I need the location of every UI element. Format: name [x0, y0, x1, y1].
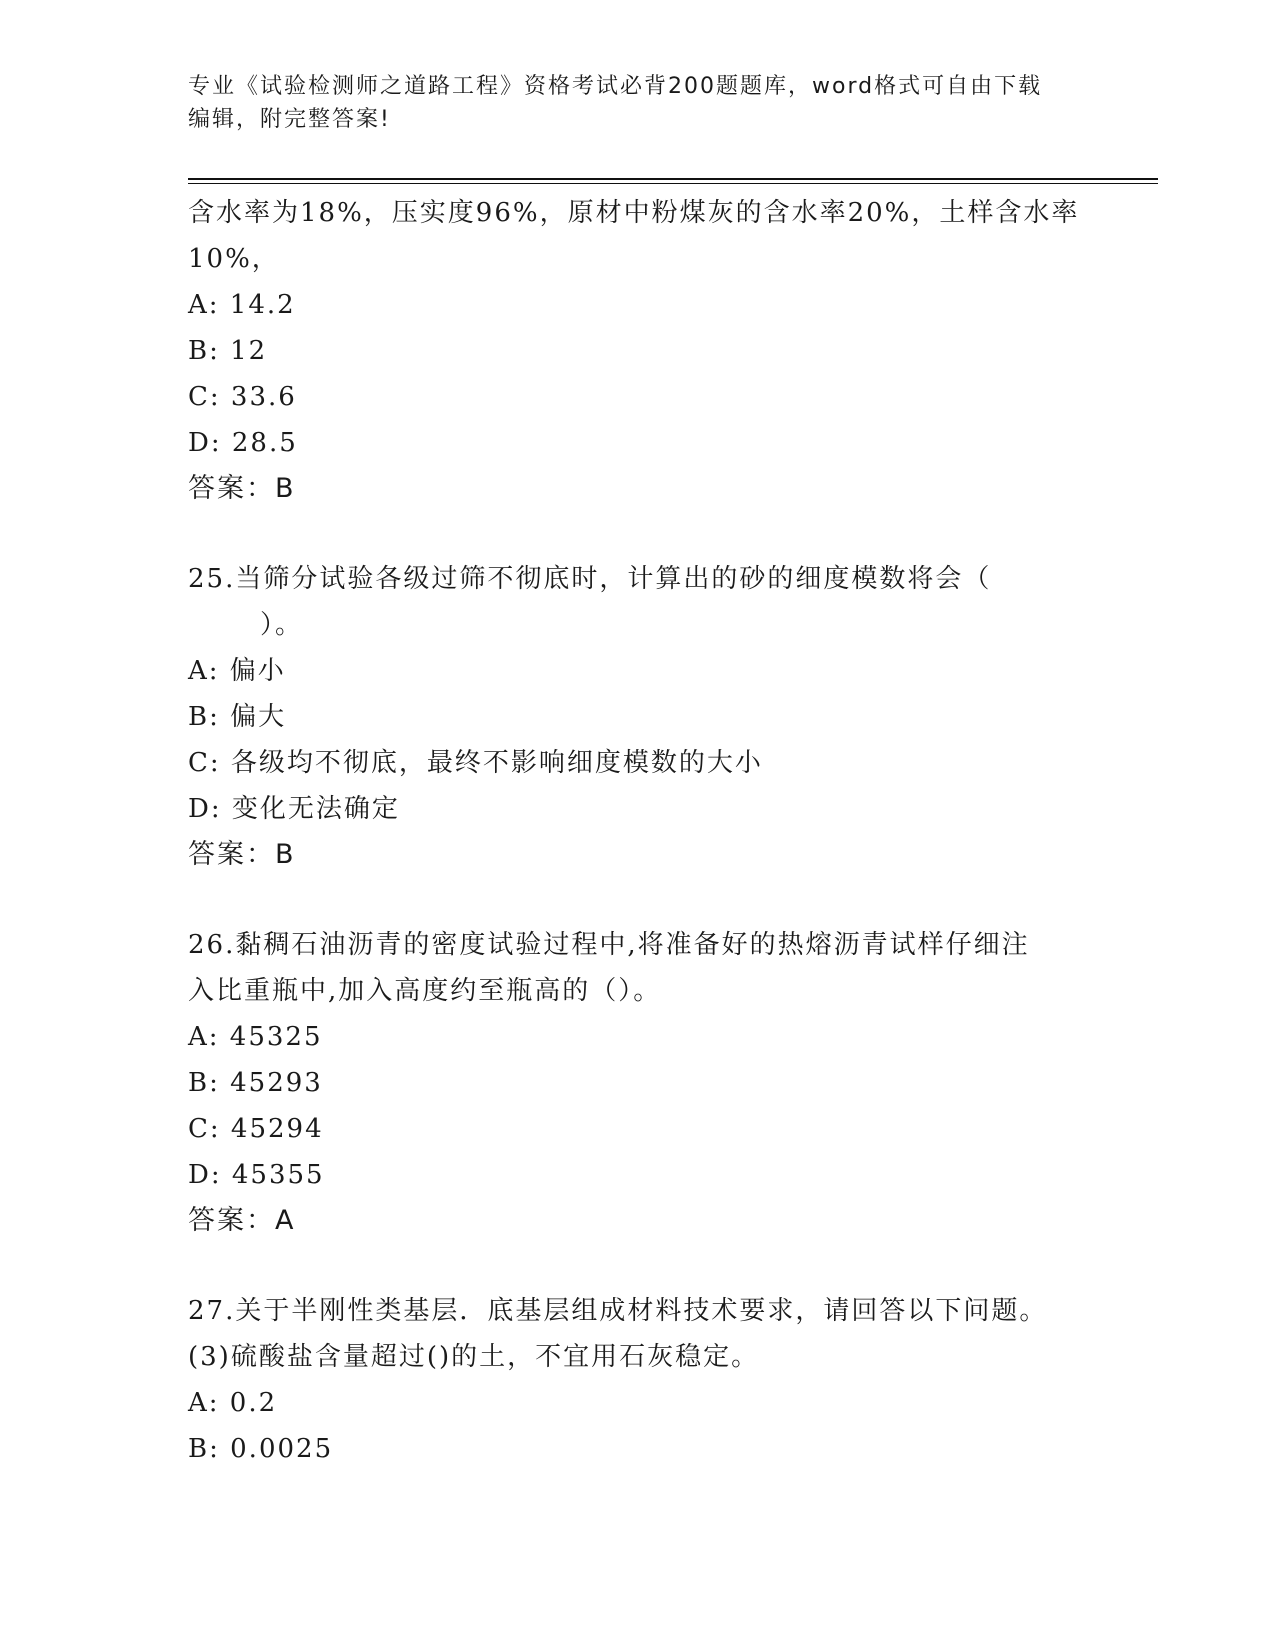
question-text: 26.黏稠石油沥青的密度试验过程中,将准备好的热熔沥青试样仔细注	[188, 930, 1030, 960]
option-a: A: 14.2	[188, 290, 296, 320]
question-text: 25.当筛分试验各级过筛不彻底时，计算出的砂的细度模数将会（	[188, 564, 992, 594]
option-c: C: 45294	[188, 1114, 324, 1144]
option-a: A: 45325	[188, 1022, 323, 1052]
option-b: B: 偏大	[188, 702, 287, 732]
spacer	[188, 512, 1088, 556]
option-a: A: 偏小	[188, 656, 286, 686]
answer-line: 答案：A	[188, 1205, 296, 1236]
option-c: C: 33.6	[188, 382, 297, 412]
option-a: A: 0.2	[188, 1388, 278, 1418]
option-b: B: 45293	[188, 1068, 323, 1098]
answer-line: 答案：B	[188, 839, 296, 870]
spacer	[188, 1244, 1088, 1288]
header-title-line1: 专业《试验检测师之道路工程》资格考试必背200题题库，word格式可自由下载	[188, 74, 1043, 99]
question-text: ）。	[260, 610, 304, 640]
question-25	[188, 556, 1088, 878]
option-d: D: 45355	[188, 1160, 325, 1190]
question-text: 10%，	[188, 244, 280, 274]
option-d: D: 变化无法确定	[188, 794, 400, 824]
question-26	[188, 922, 1088, 1244]
question-text: 入比重瓶中,加入高度约至瓶高的（）。	[188, 976, 662, 1006]
spacer	[188, 878, 1088, 922]
option-b: B: 12	[188, 336, 268, 366]
question-27	[188, 1288, 1088, 1472]
document-header	[188, 70, 1088, 136]
option-b: B: 0.0025	[188, 1434, 334, 1464]
question-text: 27.关于半刚性类基层．底基层组成材料技术要求，请回答以下问题。	[188, 1296, 1048, 1326]
option-d: D: 28.5	[188, 428, 298, 458]
question-24	[188, 190, 1088, 512]
question-text: (3)硫酸盐含量超过()的土，不宜用石灰稳定。	[188, 1342, 760, 1372]
header-rule-thick	[188, 178, 1158, 180]
header-rule-thin	[188, 183, 1158, 184]
question-text: 含水率为18%，压实度96%，原材中粉煤灰的含水率20%，土样含水率	[188, 198, 1080, 228]
answer-line: 答案：B	[188, 473, 296, 504]
option-c: C: 各级均不彻底，最终不影响细度模数的大小	[188, 748, 763, 778]
header-title-line2: 编辑，附完整答案!	[188, 107, 391, 132]
question-list	[188, 190, 1088, 1472]
